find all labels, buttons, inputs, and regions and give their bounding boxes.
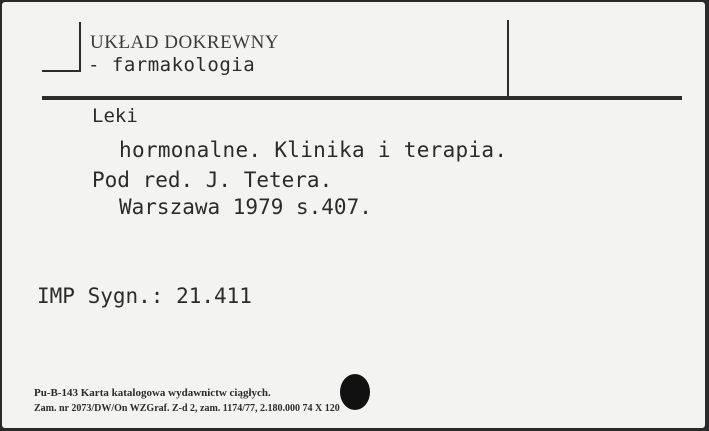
subject-subheading: - farmakologia — [88, 54, 256, 76]
header-rule — [42, 96, 682, 100]
record-heading: Leki — [92, 105, 138, 127]
call-number: IMP Sygn.: 21.411 — [37, 284, 252, 308]
record-editor: Pod red. J. Tetera. — [92, 168, 333, 192]
subject-heading: UKŁAD DOKREWNY — [90, 32, 280, 53]
punch-hole — [340, 374, 370, 410]
card-footer-line1: Pu-B-143 Karta katalogowa wydawnictw ciągłych. — [34, 387, 271, 399]
record-imprint: Warszawa 1979 s.407. — [119, 195, 372, 219]
header-bracket-vertical — [79, 22, 81, 72]
card-footer-line2: Zam. nr 2073/DW/On WZGraf. Z-d 2, zam. 1174/77, 2.180.000 74 X 120 — [34, 403, 340, 414]
header-bracket-horizontal — [42, 70, 81, 72]
header-right-divider — [507, 20, 509, 98]
record-title: hormonalne. Klinika i terapia. — [119, 138, 508, 162]
catalog-card — [2, 2, 705, 428]
